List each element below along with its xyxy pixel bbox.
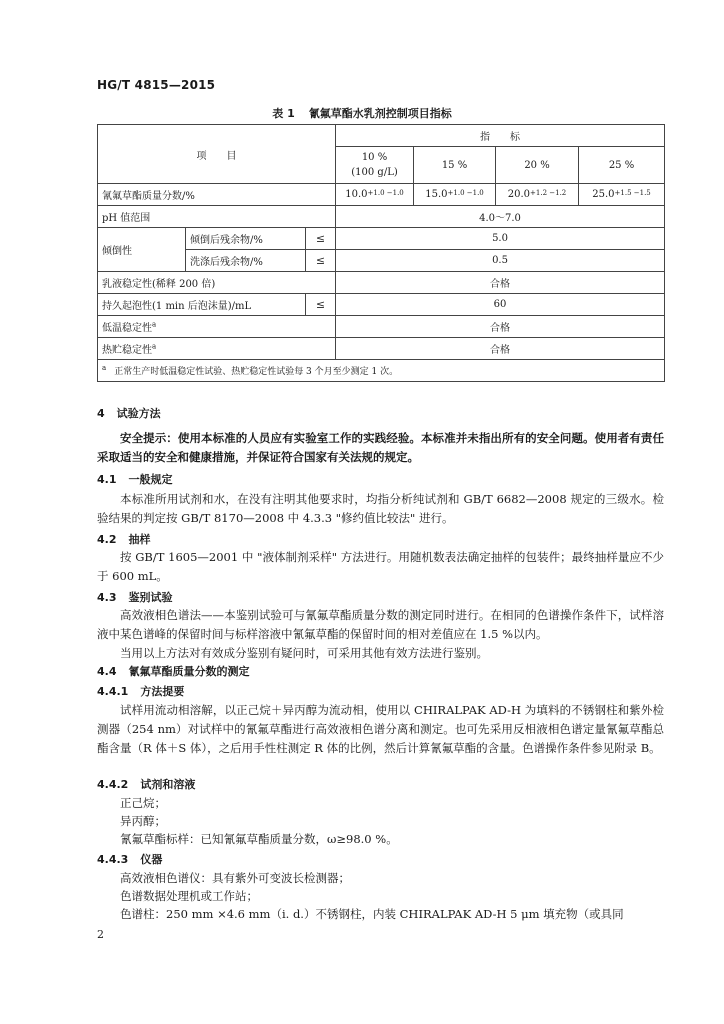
footnote-marker: a [152,320,157,329]
spec-table [97,124,665,382]
row-pour-sub2-label: 洗涤后残余物/% [186,250,306,272]
row-pour-sub2-value: 0.5 [336,250,665,272]
reagent-item: 异丙醇； [120,814,166,828]
instrument-item: 色谱柱：250 mm ×4.6 mm（i. d.）不锈钢柱，内装 CHIRALPAK AD-H 5 μm 填充物（或具同 [120,907,624,921]
instrument-item: 色谱数据处理机或工作站； [120,889,258,903]
table-row-heat [98,338,665,360]
mass-value-25: $25.0^{+1.5 -1.5}$ [579,184,665,206]
row-low-temp-label: 低温稳定性$^a$ [98,316,336,338]
footnote-marker: a [152,342,157,351]
table-number: 表 1 [272,107,295,120]
row-pour-label: 倾倒性 [98,228,186,272]
reagent-item: 氰氟草酯标样：已知氰氟草酯质量分数，ω≥98.0 %。 [120,832,398,846]
row-ph-value: 4.0～7.0 [336,206,665,228]
row-pour-sub1-value: 5.0 [336,228,665,250]
section-4-1-text: 本标准所用试剂和水，在没有注明其他要求时，均指分析纯试剂和 GB/T 6682—2008 规定的三级水。检验结果的判定按 GB/T 8170—2008 中 4.3.3 "修约值比较法" 进行。 [97,492,664,525]
row-heat-label: 热贮稳定性$^a$ [98,338,336,360]
header-conc-10 [336,147,414,184]
row-pour-sub1-op: ≤ [306,228,336,250]
mass-value-10: $10.0^{+1.0 -1.0}$ [336,184,414,206]
section-4-4-1-heading: 4.4.1 方法提要 [97,685,185,698]
section-4-4-heading: 4.4 氰氟草酯质量分数的测定 [97,665,250,678]
table-row-pour-1 [98,228,665,250]
table-row-footnote [98,360,665,382]
header-conc-25: 25 % [579,147,665,184]
conc-10-line2: (100 g/L) [351,167,398,178]
row-foam-op: ≤ [306,294,336,316]
header-conc-15: 15 % [414,147,496,184]
row-pour-sub2-op: ≤ [306,250,336,272]
row-emulsion-value: 合格 [336,272,665,294]
mass-value-15: $15.0^{+1.0 -1.0}$ [414,184,496,206]
row-emulsion-label: 乳液稳定性(稀释 200 倍) [98,272,336,294]
section-4-2-heading: 4.2 抽样 [97,533,151,546]
table-row-foam [98,294,665,316]
section-4-4-3-heading: 4.4.3 仪器 [97,853,163,866]
row-ph-label: pH 值范围 [98,206,336,228]
section-4-2-text: 按 GB/T 1605—2001 中 "液体制剂采样" 方法进行。用随机数表法确定抽样的包装件；最终抽样量应不少于 600 mL。 [97,550,664,583]
section-4-3-text-2: 当用以上方法对有效成分鉴别有疑问时，可采用其他有效方法进行鉴别。 [120,646,488,660]
table-row-ph [98,206,665,228]
section-4-1-heading: 4.1 一般规定 [97,473,173,486]
section-4-4-2-heading: 4.4.2 试剂和溶液 [97,778,196,791]
table-row-emulsion [98,272,665,294]
safety-notice: 安全提示：使用本标准的人员应有实验室工作的实践经验。本标准并未指出所有的安全问题。使用者有责任采取适当的安全和健康措施，并保证符合国家有关法规的规定。 [97,431,664,464]
reagent-item: 正己烷； [120,796,166,810]
section-4-3-heading: 4.3 鉴别试验 [97,591,173,604]
section-4-4-1-text: 试样用流动相溶解，以正己烷＋异丙醇为流动相，使用以 CHIRALPAK AD-H 为填料的不锈钢柱和紫外检测器（254 nm）对试样中的氰氟草酯进行高效液相色谱分离和测定。也可先采用反相液相色谱定量氰氟草酯总酯含量（R 体＋S 体），之后用手性柱测定 R 体的比例，然后计算氰氟草酯的含量。色谱操作条件参见附录 B。 [97,703,664,755]
table-row-low-temp [98,316,665,338]
table-row-mass [98,184,665,206]
row-foam-value: 60 [336,294,665,316]
table-caption: 氰氟草酯水乳剂控制项目指标 [308,107,452,120]
section-4-3-text-1: 高效液相色谱法——本鉴别试验可与氰氟草酯质量分数的测定同时进行。在相同的色谱操作条件下，试样溶液中某色谱峰的保留时间与标样溶液中氰氟草酯的保留时间的相对差值应在 1.5 %以内。 [97,608,664,641]
conc-10-line1: 10 % [361,152,388,163]
row-foam-label: 持久起泡性(1 min 后泡沫量)/mL [98,294,306,316]
page-number: 2 [97,928,104,941]
header-conc-20: 20 % [496,147,579,184]
instrument-item: 高效液相色谱仪：具有紫外可变波长检测器； [120,871,350,885]
mass-value-20: $20.0^{+1.2 -1.2}$ [496,184,579,206]
row-heat-value: 合格 [336,338,665,360]
table-title [0,105,724,121]
table-footnote: $^a$ 正常生产时低温稳定性试验、热贮稳定性试验每 3 个月至少测定 1 次。 [98,360,665,382]
row-mass-label: 氰氟草酯质量分数/% [98,184,336,206]
header-item: 项 目 [98,125,336,184]
row-low-temp-value: 合格 [336,316,665,338]
row-pour-sub1-label: 倾倒后残余物/% [186,228,306,250]
header-index: 指 标 [336,125,665,147]
section-4-heading: 4 试验方法 [97,407,161,420]
standard-code: HG/T 4815—2015 [97,78,216,92]
